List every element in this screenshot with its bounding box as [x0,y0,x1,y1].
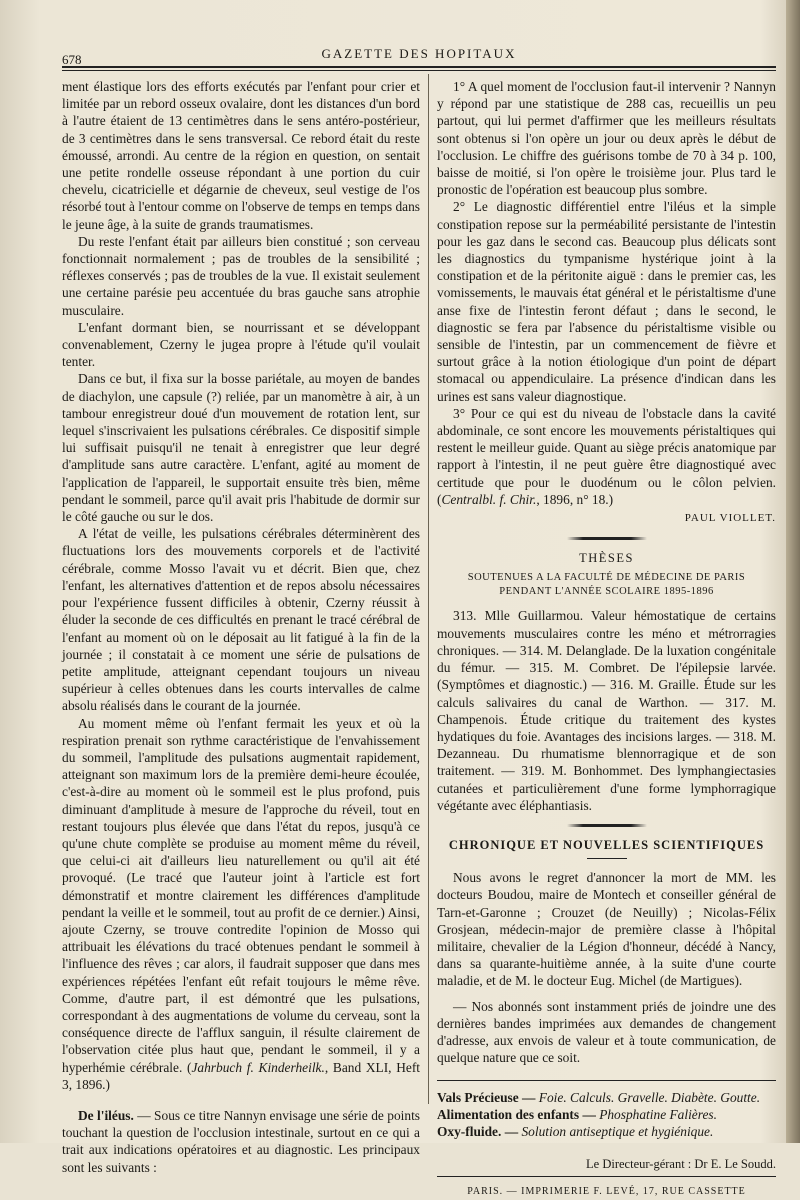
author-signature: PAUL VIOLLET. [684,512,776,525]
ad-rule [437,1080,776,1081]
paragraph [62,715,420,1093]
ad-name: Vals Précieuse [437,1090,519,1106]
ornament-divider [567,824,647,827]
subtitle-line: SOUTENUES A LA FACULTÉ DE MÉDECINE DE PARIS [467,572,746,584]
paragraph: Du reste l'enfant était par ailleurs bien constitué ; son cerveau fonctionnait normalement ; pas de troubles de la sensibilité ; réflexes conservés ; pas de troubles de la vue. Il existait seulement une certaine parésie peu accentuée du bras gauche sans atrophie musculaire. [62,233,420,318]
journal-title: GAZETTE DES HOPITAUX [321,46,517,61]
citation: Centralbl. f. Chir. [441,491,537,507]
ornament-divider [567,537,647,540]
ad-text: Solution antiseptique et hygiénique. [521,1124,714,1140]
citation-details: , Band XLI, Heft 3, 1896.) [62,1059,421,1092]
column-divider [428,74,429,1104]
book-binding-edge [786,0,800,1143]
director-line: Le Directeur-gérant : Dr E. Le Soudd. [437,1156,776,1176]
paragraph [437,405,776,508]
paragraph: 2° Le diagnostic différentiel entre l'iléus et la simple constipation repose sur la perméabilité persistante de l'intestin pour les gaz dans le second cas. Beaucoup plus délicats sont les diagnostics du tympanisme hystérique joint à la constipation et de la péritonite aiguë : dans le premier cas, les vomissements, le mauvais état général et le péristaltisme d'une anse fixe de l'intestin feront défaut ; dans le second, le diagnostic se fera par l'absence du péristaltisme visible ou sensible de l'intestin, par un commencement de fièvre et surtout grâce à la notion étiologique d'un point de départ stomacal ou appendiculaire. La présence d'indican dans les urines est sans valeur diagnostique. [437,199,776,404]
subtitle-line: PENDANT L'ANNÉE SCOLAIRE 1895-1896 [499,586,714,598]
paragraph: — Nos abonnés sont instamment priés de joindre une des dernières bandes imprimées aux demandes de changement d'adresse, aux envois de valeur et à toute communication, de quelque nature que ce soit. [437,998,776,1066]
paragraph: Dans ce but, il fixa sur la bosse pariétale, au moyen de bandes de diachylon, une capsule (?) reliée, par un manomètre à air, à un tambour enregistreur doué d'un mouvement de rotation lent, sur lequel s'inscrivaient les pulsations cérébrales. Ce dispositif simple lui suffisait puisqu'il ne tenait à enregistrer que leur degré d'amplitude sans autre caractère. L'enfant, agité au moment de l'application de l'appareil, le supportait ensuite très bien, même pendant le sommeil, parce qu'il avait pris l'habitude de dormir sur le côté gauche ou sur le dos. [62,371,420,525]
paragraph: A l'état de veille, les pulsations cérébrales déterminèrent des fluctuations lors des mouvements corporels et de l'activité cérébrale, comme Mosso l'avait vu et décrit. Bien que, chez l'enfant, les alternatives d'attention et de repos absolu nécessaires pour l'expérience fussent difficiles à obtenir, Czerny réussit à éluder la seconde de ces difficultés en prenant le tracé cérébral de l'enfant au moment où on le déposait au lit fatigué à la fin de la journée ; il constatait à ce moment une série de pulsations de petite amplitude, atteignant cependant toujours un niveau supérieur à celles obtenues dans les courts intervalles de calme absolu réalisés dans le courant de la journée. [62,526,420,714]
right-column [437,78,776,1200]
left-column [62,78,420,1176]
citation: Jahrbuch f. Kinderheilk. [191,1059,325,1075]
section-title-theses: THÈSES [579,551,634,566]
paragraph [62,1107,420,1176]
ad-text: Phosphatine Falières. [599,1107,717,1123]
theses-list: 313. Mlle Guillarmou. Valeur hémostatique de certains mouvements musculaires contre les méno et métrorragies chroniques. — 314. M. Delanglade. De la luxation congénitale du fémur. — 315. M. Combret. De l'épilepsie larvée. (Symptômes et diagnostic.) — 316. M. Graille. Étude sur les calculs salivaires du canal de Warthon. — 317. M. Champenois. Étude critique du traitement des kystes hydatiques du foie. Avantages des incisions larges. — 318. M. Dezanneau. Du rhumatisme blennorragique et de son traitement. — 319. M. Bonhommet. Des lymphangiectasies cutanées et particulièrement d'une forme lymphorragique végétante avec éléphantiasis. [437,608,776,813]
article-lead: De l'iléus. [78,1107,134,1123]
advertisement: Oxy-fluide. — Solution antiseptique et hygiénique. [437,1124,714,1140]
section-subtitle [437,571,776,599]
ad-name: Oxy-fluide. [437,1124,502,1140]
ad-name: Alimentation des enfants [437,1107,580,1123]
ad-text: Foie. Calculs. Gravelle. Diabète. Goutte. [538,1090,761,1106]
short-rule [587,858,627,859]
paragraph: 1° A quel moment de l'occlusion faut-il intervenir ? Nannyn y répond par une statistique de 288 cas, recueillis un peu partout, qui lui permet d'affirmer que les meilleurs résultats sont obtenus si l'on opère un jour ou deux après le début de l'occlusion. Le chiffre des guérisons tombe de 70 à 34 p. 100, baisse de moitié, si l'on opère le troisième jour. Plus tard le pronostic de l'opération est beaucoup plus sombre. [437,79,776,198]
paragraph: Nous avons le regret d'annoncer la mort de MM. les docteurs Boudou, maire de Montech et conseiller général de Tarn-et-Garonne ; Crouzet (de Neuilly) ; Nicolas-Félix Grosjean, médecin-major de première classe à l'hôpital militaire, chevalier de la Légion d'honneur, décédé à Nancy, dans sa quarante-huitième année, à la suite d'une courte maladie, et de M. le docteur Eug. Michel (de Martigues). [437,870,776,989]
running-header [62,46,776,68]
advertisement: Vals Précieuse — Foie. Calculs. Gravelle. Diabète. Goutte. [437,1090,761,1106]
page-number: 678 [62,52,82,67]
citation-details: , 1896, n° 18.) [536,491,614,507]
paragraph: ment élastique lors des efforts exécutés par l'enfant pour crier et limitée par un rebord osseux ovalaire, dont les distances d'un bord à l'autre étaient de 13 centimètres dans le sens antéro-postérieur, de 3 centimètres dans le sens transversal. Ce rebord était du reste émoussé, arrondi. Au centre de la région en question, on sentait une petite rondelle osseuse répondant à une portion du cuir chevelu, cicatricielle et dégarnie de cheveux, seul vestige de l'os résorbé tout à l'entour comme on l'observe de temps en temps dans le jeune âge, à la suite de grands traumatismes. [62,79,420,232]
advertisement: Alimentation des enfants — Phosphatine Falières. [437,1107,717,1123]
paragraph-text: 3° Pour ce qui est du niveau de l'obstacle dans la cavité abdominale, ce sont encore les mouvements péristaltiques qui restent le meilleur guide. Quant au siège précis anatomique par rapport à l'intestin, il ne peut guère être diagnostiqué avec certitude que pour le duodénum ou le côlon pelvien. ( [437,405,776,507]
paragraph-text: — Sous ce titre Nannyn envisage une série de points touchant la question de l'occlusion intestinale, surtout en ce qui a trait aux indications opératoires et au diagnostic. Les principaux sont les suivants : [62,1107,420,1175]
paragraph: L'enfant dormant bien, se nourrissant et se développant convenablement, Czerny le jugea propre à l'étude qu'il voulait tenter. [62,319,420,370]
printer-line: PARIS. — IMPRIMERIE F. LEVÉ, 17, RUE CASSETTE [467,1185,746,1197]
header-rule [62,66,776,71]
paragraph-text: Au moment même où l'enfant fermait les yeux et où la respiration prenait son rythme caractéristique de l'envahissement du sommeil, l'amplitude des pulsations augmentait rapidement, atteignant son maximum lors de la première demi-heure écoulée, c'est-à-dire au moment où le sommeil est le plus profond, puis diminuant d'amplitude à mesure de l'approche du réveil, tout en restant toujours plus élevée que dans l'état du repos, jusqu'à ce qu'une chute complète se produise au moment même du réveil, que celui-ci ait d'ailleurs lieu naturellement ou qu'il ait été provoqué. (Le tracé que l'auteur joint à l'article est fort démonstratif et montre clairement les différences d'amplitude pendant la veille et le sommeil, tout au profit de ce dernier.) Ainsi, ajoute Czerny, se trouve contredite l'opinion de Mosso qui attribuait les élévations du tracé obtenues pendant le sommeil à l'influence des rêves ; car alors, il faudrait supposer que dans mes expériences répétées l'enfant eût refait toujours le même rêve. Comme, d'autre part, il est démontré que les pulsations, correspondant à des augmentations de volume du cerveau, sont la conséquence directe de l'afflux sanguin, il résulte clairement de l'observation citée plus haut que, pendant le sommeil, il y a hyperhémie cérébrale. ( [62,715,420,1075]
section-title-chronique: CHRONIQUE ET NOUVELLES SCIENTIFIQUES [448,837,765,852]
